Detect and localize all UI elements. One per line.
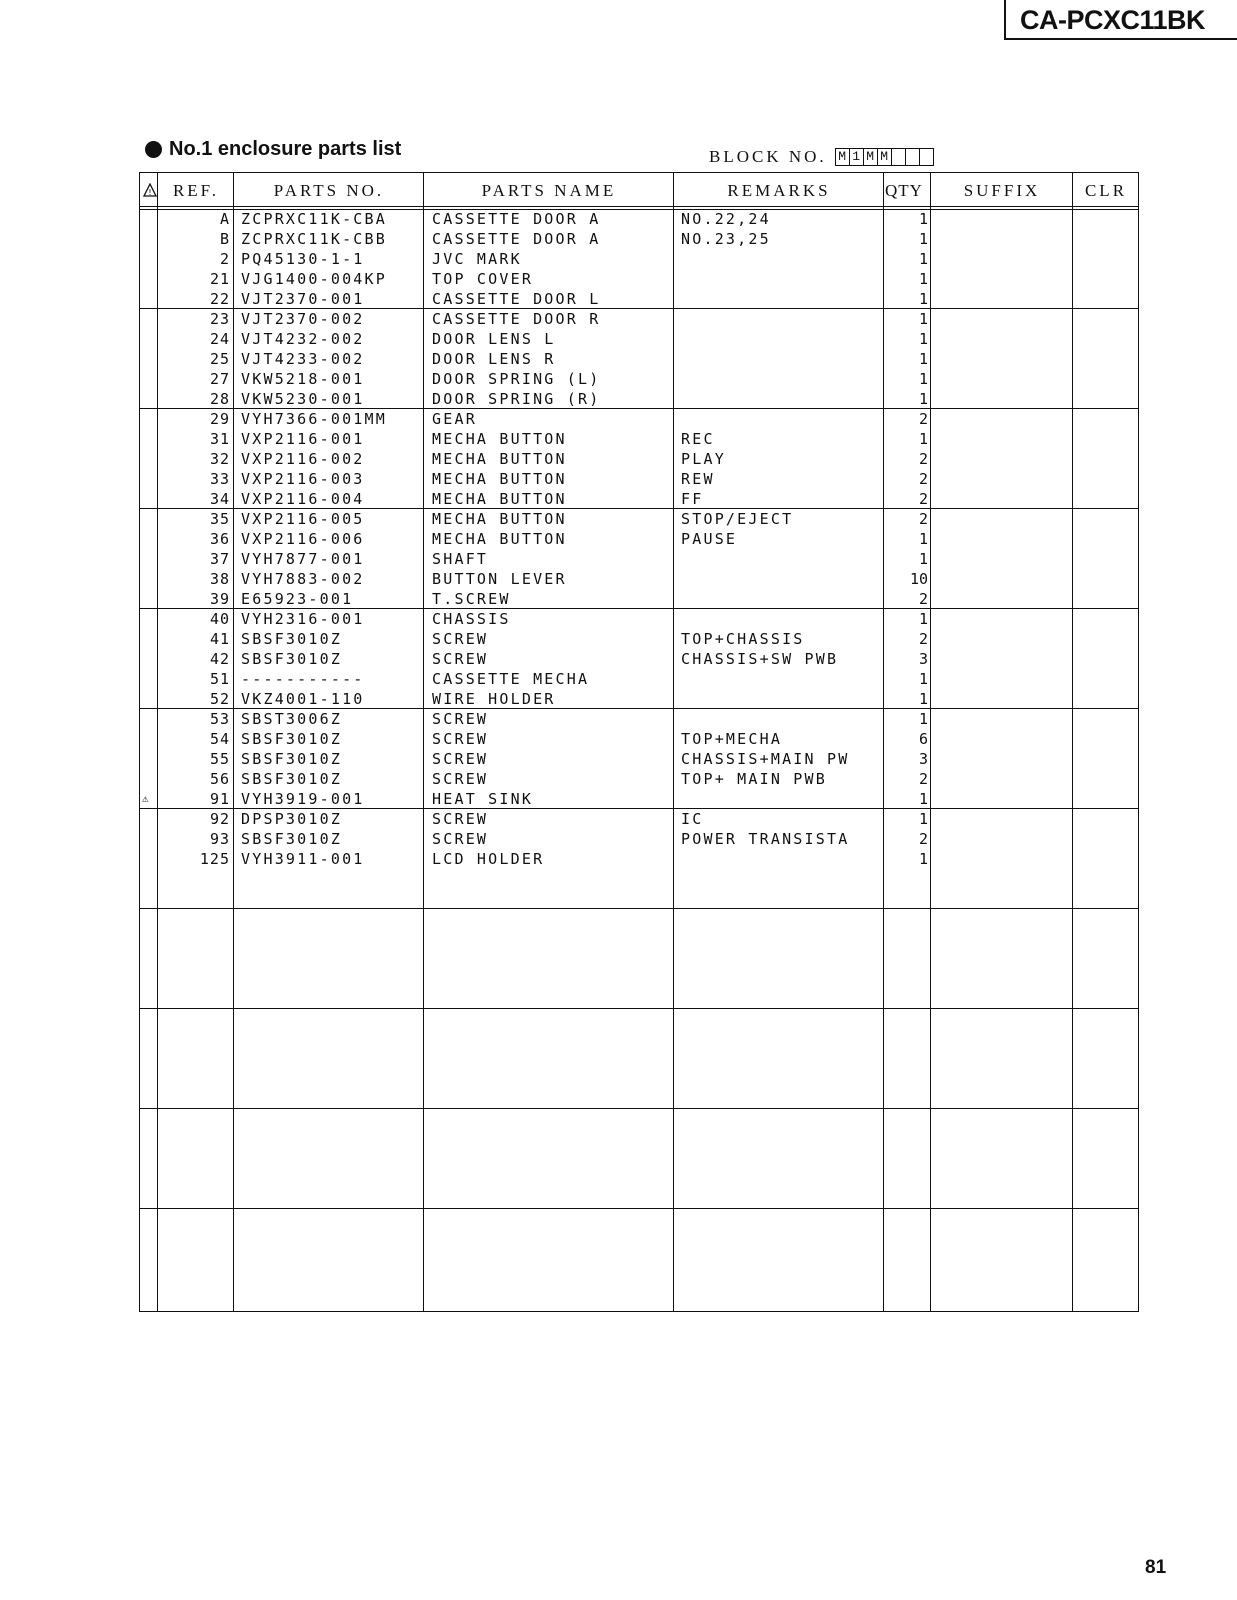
qty-cell: 1 [918,530,928,548]
ref-cell: A [219,210,230,228]
part-no-cell: ZCPRXC11K-CBA [241,210,387,228]
table-row [140,509,1140,529]
block-char [892,149,906,165]
block-char: M [836,149,850,165]
remarks-cell: PLAY [681,450,726,468]
part-no-cell: VYH7366-001MM [241,410,387,428]
ref-cell: 55 [209,750,230,768]
remarks-cell: REC [681,430,715,448]
qty-cell: 1 [918,810,928,828]
part-no-cell: SBST3006Z [241,710,343,728]
part-no-cell: SBSF3010Z [241,630,343,648]
table-row [140,669,1140,689]
remarks-cell: NO.22,24 [681,210,771,228]
group-divider [140,1108,1138,1109]
qty-cell: 2 [918,450,928,468]
ref-cell: 56 [209,770,230,788]
part-name-cell: JVC MARK [432,250,522,268]
header-parts-no: PARTS NO. [273,181,385,200]
part-name-cell: SCREW [432,830,489,848]
qty-cell: 1 [918,370,928,388]
remarks-cell: TOP+ MAIN PWB [681,770,827,788]
block-number [709,147,934,167]
part-name-cell: MECHA BUTTON [432,510,567,528]
section-title-text: No.1 enclosure parts list [169,138,402,160]
part-name-cell: CASSETTE MECHA [432,670,590,688]
block-char: 1 [850,149,864,165]
ref-cell: 93 [209,830,230,848]
header-suffix: SUFFIX [963,181,1041,200]
ref-cell: 31 [209,430,230,448]
part-name-cell: WIRE HOLDER [432,690,556,708]
part-name-cell: CHASSIS [432,610,511,628]
table-row [140,489,1140,509]
part-no-cell: VYH3919-001 [241,790,365,808]
table-row [140,449,1140,469]
table-row [140,429,1140,449]
part-no-cell: SBSF3010Z [241,730,343,748]
part-name-cell: CASSETTE DOOR R [432,310,601,328]
ref-cell: 39 [209,590,230,608]
table-row [140,389,1140,409]
part-name-cell: DOOR LENS L [432,330,556,348]
part-no-cell: VYH7877-001 [241,550,365,568]
table-row [140,769,1140,789]
ref-cell: 35 [209,510,230,528]
part-no-cell: SBSF3010Z [241,830,343,848]
parts-rows [140,209,1140,869]
ref-cell: 91 [209,790,230,808]
group-divider [140,1008,1138,1009]
part-no-cell: VXP2116-006 [241,530,365,548]
part-no-cell: VXP2116-001 [241,430,365,448]
header-clr: CLR [1084,181,1128,200]
qty-cell: 1 [918,430,928,448]
header-parts-name: PARTS NAME [481,181,617,200]
ref-cell: 54 [209,730,230,748]
block-number-label: BLOCK NO. [709,147,827,166]
ref-cell: 33 [209,470,230,488]
part-name-cell: SCREW [432,810,489,828]
part-no-cell: VYH7883-002 [241,570,365,588]
group-divider [140,1208,1138,1209]
qty-cell: 1 [918,710,928,728]
qty-cell: 1 [918,210,928,228]
table-row [140,589,1140,609]
part-name-cell: LCD HOLDER [432,850,545,868]
group-divider [140,908,1138,909]
qty-cell: 2 [918,630,928,648]
part-no-cell: VYH2316-001 [241,610,365,628]
ref-cell: 51 [209,670,230,688]
part-name-cell: CASSETTE DOOR L [432,290,601,308]
qty-cell: 2 [918,510,928,528]
ref-cell: 41 [209,630,230,648]
header-ref: REF. [172,181,220,200]
table-row [140,809,1140,829]
qty-cell: 1 [918,310,928,328]
bullet-icon [145,141,162,158]
block-char [920,149,933,165]
part-no-cell: PQ45130-1-1 [241,250,365,268]
model-number: CA-PCXC11BK [1004,0,1237,40]
part-name-cell: CASSETTE DOOR A [432,210,601,228]
qty-cell: 1 [918,250,928,268]
table-row [140,829,1140,849]
remarks-cell: PAUSE [681,530,738,548]
qty-cell: 10 [909,570,928,588]
ref-cell: 53 [209,710,230,728]
part-name-cell: DOOR SPRING (L) [432,370,601,388]
remarks-cell: TOP+MECHA [681,730,783,748]
qty-cell: 1 [918,390,928,408]
table-row [140,469,1140,489]
ref-cell: 37 [209,550,230,568]
part-no-cell: VJT4233-002 [241,350,365,368]
safety-warning-icon [143,183,157,197]
remarks-cell: CHASSIS+MAIN PW [681,750,850,768]
ref-cell: 125 [199,850,230,868]
part-no-cell: VXP2116-005 [241,510,365,528]
table-row [140,749,1140,769]
table-row [140,549,1140,569]
table-row [140,689,1140,709]
block-char [906,149,920,165]
part-no-cell: ZCPRXC11K-CBB [241,230,387,248]
header-remarks: REMARKS [727,181,831,200]
part-no-cell: VKW5218-001 [241,370,365,388]
part-name-cell: SCREW [432,770,489,788]
qty-cell: 2 [918,470,928,488]
part-no-cell: VJT4232-002 [241,330,365,348]
table-row [140,409,1140,429]
table-row [140,209,1140,229]
header-qty: QTY [885,181,923,200]
part-no-cell: DPSP3010Z [241,810,343,828]
ref-cell: 2 [219,250,230,268]
ref-cell: 23 [209,310,230,328]
qty-cell: 1 [918,350,928,368]
part-no-cell: VXP2116-002 [241,450,365,468]
ref-cell: 21 [209,270,230,288]
part-no-cell: ----------- [241,670,365,688]
qty-cell: 1 [918,850,928,868]
part-no-cell: E65923-001 [241,590,354,608]
page-number: 81 [1145,1557,1167,1578]
part-name-cell: MECHA BUTTON [432,470,567,488]
qty-cell: 2 [918,590,928,608]
remarks-cell: REW [681,470,715,488]
qty-cell: 2 [918,770,928,788]
qty-cell: 1 [918,290,928,308]
part-name-cell: DOOR SPRING (R) [432,390,601,408]
part-no-cell: SBSF3010Z [241,650,343,668]
qty-cell: 2 [918,830,928,848]
qty-cell: 1 [918,610,928,628]
table-row [140,289,1140,309]
qty-cell: 1 [918,690,928,708]
remarks-cell: TOP+CHASSIS [681,630,805,648]
ref-cell: 22 [209,290,230,308]
remarks-cell: STOP/EJECT [681,510,794,528]
remarks-cell: CHASSIS+SW PWB [681,650,839,668]
table-row [140,629,1140,649]
warning-cell: ⚠ [142,792,151,805]
part-name-cell: SHAFT [432,550,489,568]
block-char: M [878,149,892,165]
part-no-cell: VJG1400-004KP [241,270,387,288]
part-name-cell: CASSETTE DOOR A [432,230,601,248]
table-row [140,609,1140,629]
part-name-cell: MECHA BUTTON [432,450,567,468]
table-row [140,269,1140,289]
qty-cell: 1 [918,670,928,688]
table-row [140,569,1140,589]
table-row [140,849,1140,869]
table-row [140,729,1140,749]
qty-cell: 1 [918,790,928,808]
qty-cell: 1 [918,230,928,248]
part-name-cell: MECHA BUTTON [432,490,567,508]
part-name-cell: SCREW [432,730,489,748]
part-name-cell: T.SCREW [432,590,511,608]
part-name-cell: DOOR LENS R [432,350,556,368]
part-name-cell: SCREW [432,630,489,648]
ref-cell: 92 [209,810,230,828]
part-no-cell: VXP2116-003 [241,470,365,488]
part-name-cell: SCREW [432,710,489,728]
part-no-cell: SBSF3010Z [241,770,343,788]
part-no-cell: VJT2370-001 [241,290,365,308]
qty-cell: 1 [918,330,928,348]
remarks-cell: NO.23,25 [681,230,771,248]
part-no-cell: VJT2370-002 [241,310,365,328]
part-name-cell: SCREW [432,650,489,668]
table-row [140,309,1140,329]
remarks-cell: POWER TRANSISTA [681,830,850,848]
qty-cell: 1 [918,270,928,288]
block-char: M [864,149,878,165]
part-name-cell: MECHA BUTTON [432,530,567,548]
table-row [140,349,1140,369]
qty-cell: 1 [918,550,928,568]
block-number-boxes [835,148,934,166]
ref-cell: 52 [209,690,230,708]
parts-table [139,172,1139,1312]
ref-cell: 28 [209,390,230,408]
part-name-cell: BUTTON LEVER [432,570,567,588]
table-row [140,529,1140,549]
part-name-cell: HEAT SINK [432,790,534,808]
part-no-cell: VKZ4001-110 [241,690,365,708]
part-no-cell: VXP2116-004 [241,490,365,508]
table-row [140,329,1140,349]
table-row [140,369,1140,389]
qty-cell: 3 [918,750,928,768]
qty-cell: 6 [918,730,928,748]
part-no-cell: SBSF3010Z [241,750,343,768]
ref-cell: 40 [209,610,230,628]
part-no-cell: VYH3911-001 [241,850,365,868]
table-row [140,709,1140,729]
remarks-cell: IC [681,810,704,828]
ref-cell: 25 [209,350,230,368]
table-row [140,249,1140,269]
qty-cell: 3 [918,650,928,668]
part-name-cell: GEAR [432,410,477,428]
ref-cell: 24 [209,330,230,348]
part-no-cell: VKW5230-001 [241,390,365,408]
ref-cell: 27 [209,370,230,388]
table-row [140,789,1140,809]
qty-cell: 2 [918,490,928,508]
part-name-cell: SCREW [432,750,489,768]
remarks-cell: FF [681,490,704,508]
part-name-cell: TOP COVER [432,270,534,288]
ref-cell: 36 [209,530,230,548]
ref-cell: 38 [209,570,230,588]
table-row [140,229,1140,249]
ref-cell: 34 [209,490,230,508]
ref-cell: 32 [209,450,230,468]
qty-cell: 2 [918,410,928,428]
svg-text:!: ! [148,188,152,197]
ref-cell: 29 [209,410,230,428]
section-title [145,138,401,161]
ref-cell: 42 [209,650,230,668]
part-name-cell: MECHA BUTTON [432,430,567,448]
table-row [140,649,1140,669]
ref-cell: B [219,230,230,248]
